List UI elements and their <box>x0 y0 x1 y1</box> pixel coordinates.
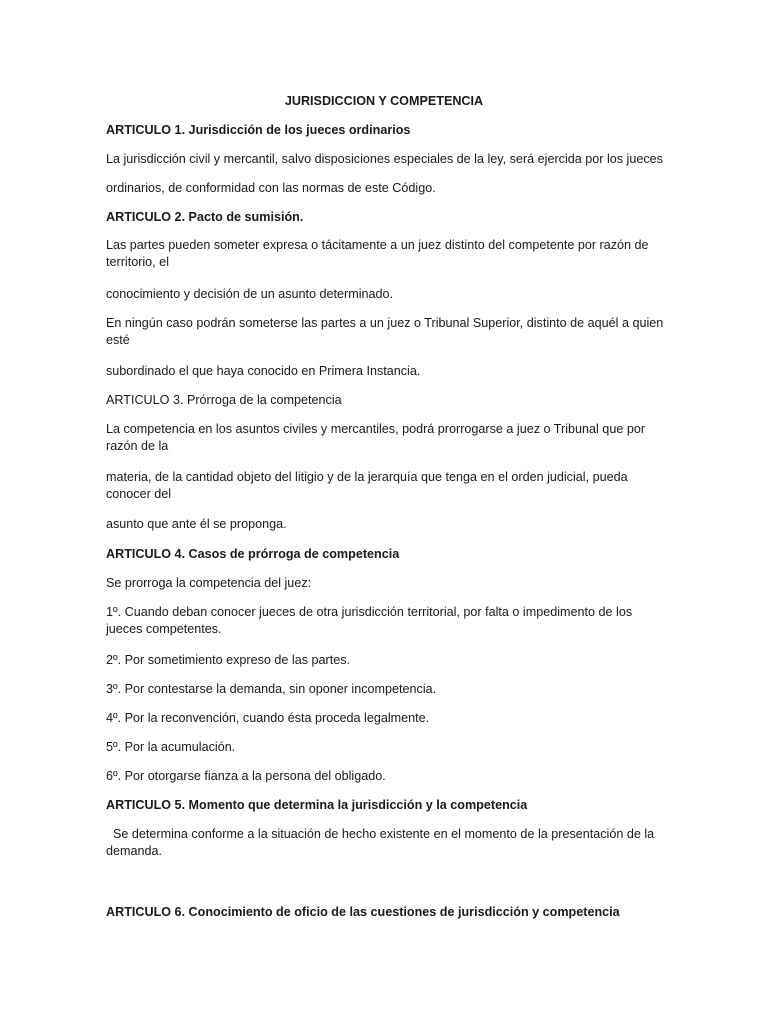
document-title: JURISDICCION Y COMPETENCIA <box>284 94 484 108</box>
article-5-paragraph: Se determina conforme a la situación de hecho existente en el momento de la presentación de la demanda. <box>106 827 658 858</box>
article-4-heading: ARTICULO 4. Casos de prórroga de competencia <box>106 547 400 561</box>
article-4-item-1: 1º. Cuando deban conocer jueces de otra jurisdicción territorial, por falta o impedimento de los jueces competentes. <box>106 605 633 636</box>
article-1-heading: ARTICULO 1. Jurisdicción de los jueces ordinarios <box>106 123 411 137</box>
article-2-paragraph-3: En ningún caso podrán someterse las partes a un juez o Tribunal Superior, distinto de aquél a quien esté <box>106 316 664 347</box>
article-6-heading: ARTICULO 6. Conocimiento de oficio de las cuestiones de jurisdicción y competencia <box>106 905 620 919</box>
article-1-text-line-2: ordinarios, de conformidad con las normas de este Código. <box>106 181 436 195</box>
article-3-paragraph-1: La competencia en los asuntos civiles y mercantiles, podrá prorrogarse a juez o Tribunal que por razón de la <box>106 422 646 453</box>
article-4-item-2: 2º. Por sometimiento expreso de las partes. <box>106 653 350 667</box>
article-3-heading: ARTICULO 3. Prórroga de la competencia <box>106 393 342 407</box>
article-2-paragraph-1: Las partes pueden someter expresa o tácitamente a un juez distinto del competente por razón de territorio, el <box>106 238 649 269</box>
article-2-paragraph-2: conocimiento y decisión de un asunto determinado. <box>106 287 394 301</box>
article-3-paragraph-2: materia, de la cantidad objeto del litigio y de la jerarquía que tenga en el orden judicial, pueda conocer del <box>106 470 628 501</box>
article-5-heading: ARTICULO 5. Momento que determina la jurisdicción y la competencia <box>106 798 528 812</box>
article-1-text-line-1: La jurisdicción civil y mercantil, salvo disposiciones especiales de la ley, será ejercida por los jueces <box>106 152 663 166</box>
article-4-item-4: 4º. Por la reconvención, cuando ésta proceda legalmente. <box>106 711 430 725</box>
article-2-paragraph-4: subordinado el que haya conocido en Primera Instancia. <box>106 364 421 378</box>
article-2-heading: ARTICULO 2. Pacto de sumisión. <box>106 210 304 224</box>
article-4-item-3: 3º. Por contestarse la demanda, sin oponer incompetencia. <box>106 682 437 696</box>
article-4-intro: Se prorroga la competencia del juez: <box>106 576 312 590</box>
article-4-item-6: 6º. Por otorgarse fianza a la persona del obligado. <box>106 769 386 783</box>
article-4-item-5: 5º. Por la acumulación. <box>106 740 236 754</box>
article-3-paragraph-3: asunto que ante él se proponga. <box>106 517 287 531</box>
